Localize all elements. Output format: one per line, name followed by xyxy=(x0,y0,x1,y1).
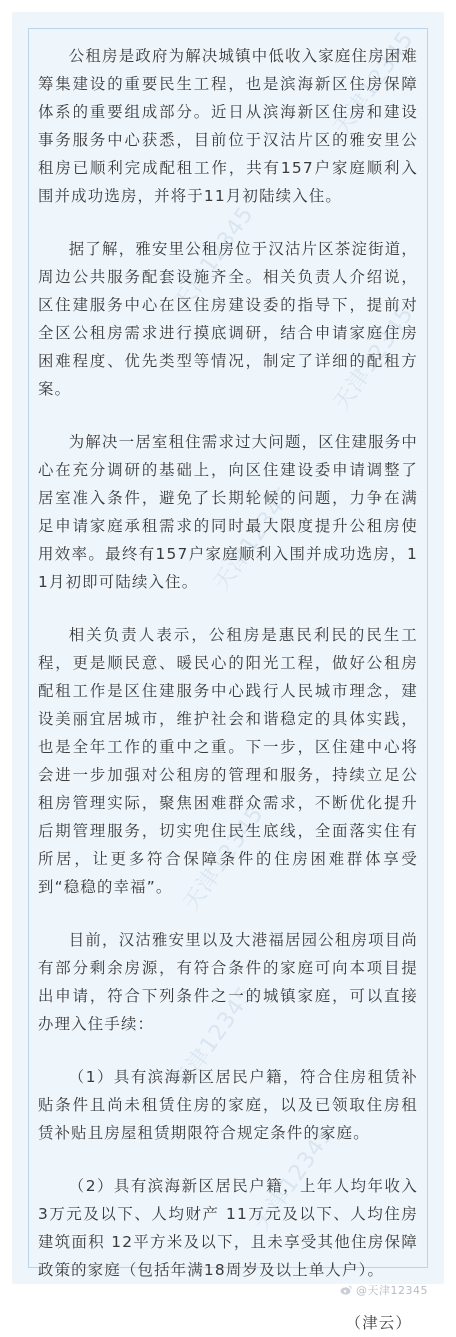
source-signoff: （津云） xyxy=(345,1314,412,1332)
credit-text: @天津12345 xyxy=(356,1284,428,1297)
article-card xyxy=(12,12,444,1332)
watermark: 天津12345 xyxy=(249,1121,340,1236)
image-credit xyxy=(340,1282,428,1298)
article-body xyxy=(38,42,418,1337)
watermark: 天津12345 xyxy=(169,201,260,316)
paragraph: （2）具有滨海新区居民户籍，上年人均年收入3万元及以下、人均财产 11万元及以下、人均住房建筑面积 12平方米及以下，且未享受其他住房保障政策的家庭（包括年满18周岁及以上单人户）。 xyxy=(38,1177,418,1279)
paragraph: 为解决一居室租住需求过大问题，区住建服务中心在充分调研的基础上，向区住建设委申请调整了居室准入条件，避免了长期轮候的问题，力争在满足申请家庭承租需求的同时最大限度提升公租房使用效率。最终有157户家庭顺利入围并成功选房，11月初即可陆续入住。 xyxy=(38,433,418,591)
weibo-icon xyxy=(340,1285,352,1295)
watermark: 天津12345 xyxy=(169,981,260,1096)
watermark: 天津12345 xyxy=(209,481,300,596)
paragraph: 相关负责人表示，公租房是惠民利民的民生工程，更是顺民意、暖民心的阳光工程，做好公租房配租工作是区住建服务中心践行人民城市理念，建设美丽宜居城市，维护社会和谐稳定的具体实践，也是全年工作的重中之重。下一步，区住建中心将会进一步加强对公租房的管理和服务，持续立足公租房管理实际，聚焦困难群众需求，不断优化提升后期管理服务，切实兜住民生底线，全面落实住有所居，让更多符合保障条件的住房困难群体享受到“稳稳的幸福”。 xyxy=(38,626,418,896)
paragraph: （1）具有滨海新区居民户籍，符合住房租赁补贴条件且尚未租赁住房的家庭，以及已领取住房租赁补贴且房屋租赁期限符合规定条件的家庭。 xyxy=(38,1068,418,1142)
watermark: 天津12345 xyxy=(329,26,420,141)
paragraph: 目前，汉沽雅安里以及大港福居园公租房项目尚有部分剩余房源，有符合条件的家庭可向本项目提出申请，符合下列条件之一的城镇家庭，可以直接办理入住手续： xyxy=(38,931,418,1033)
watermark: 天津12345 xyxy=(329,301,420,416)
paragraph: 公租房是政府为解决城镇中低收入家庭住房困难筹集建设的重要民生工程，也是滨海新区住房保障体系的重要组成部分。近日从滨海新区住房和建设事务服务中心获悉，目前位于汉沽片区的雅安里公租房已顺利完成配租工作，共有157户家庭顺利入围并成功选房，并将于11月初陆续入住。 xyxy=(38,47,418,205)
paragraph: 据了解，雅安里公租房位于汉沽片区茶淀街道，周边公共服务配套设施齐全。相关负责人介绍说，区住建服务中心在区住房建设委的指导下，提前对全区公租房需求进行摸底调研，结合申请家庭住房困难程度、优先类型等情况，制定了详细的配租方案。 xyxy=(38,240,418,398)
watermark: 天津12345 xyxy=(179,801,270,916)
